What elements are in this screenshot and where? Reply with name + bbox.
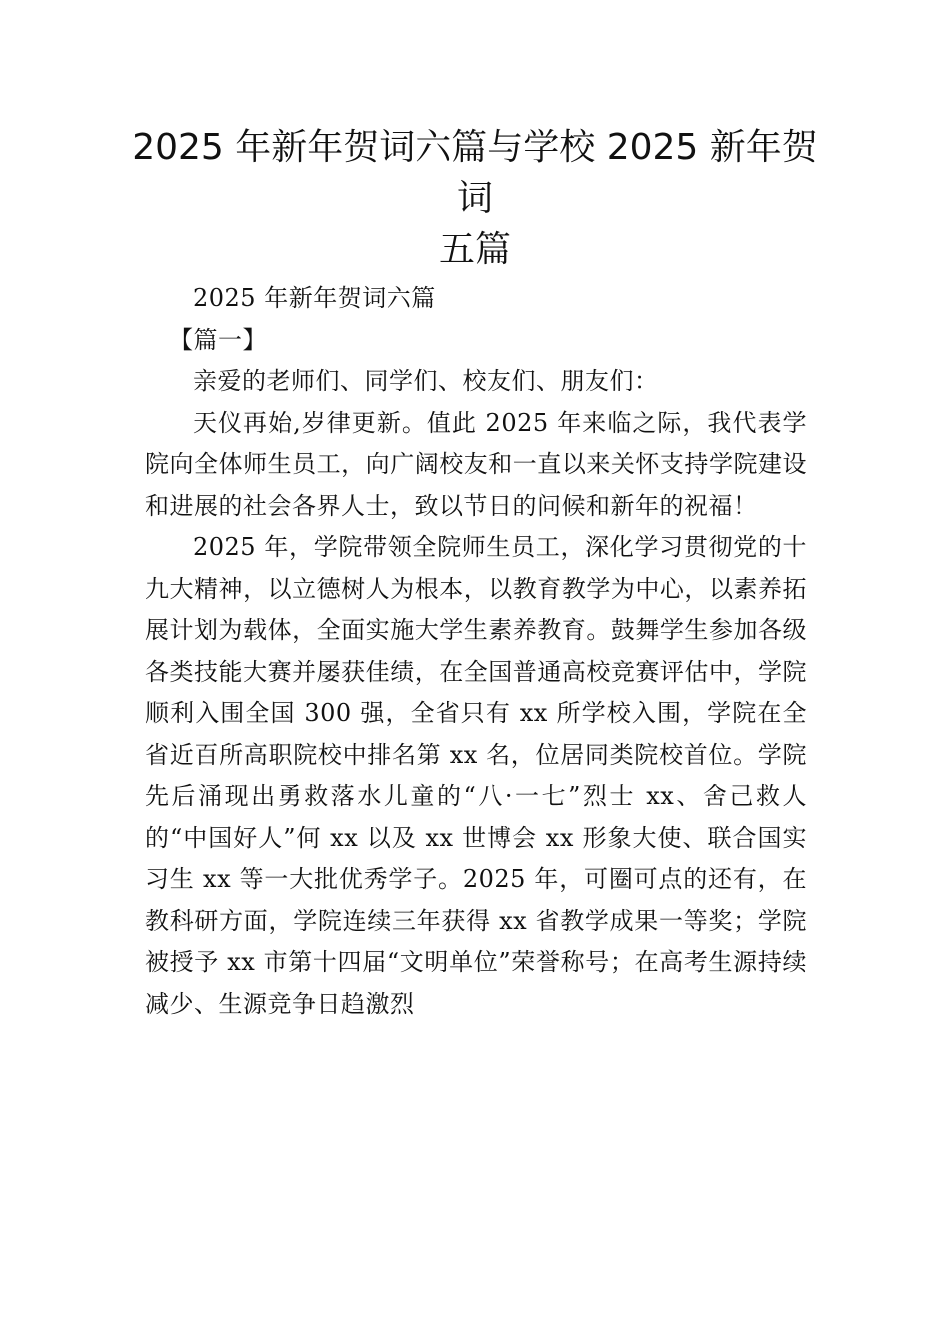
salutation: 亲爱的老师们、同学们、校友们、朋友们： bbox=[193, 367, 659, 395]
title-line-1: 2025 年新年贺词六篇与学校 2025 新年贺词 bbox=[132, 127, 818, 219]
title-line-2: 五篇 bbox=[438, 229, 511, 270]
document-body bbox=[145, 278, 807, 1025]
paragraph: 天仪再始,岁律更新。值此 2025 年来临之际，我代表学院向全体师生员工，向广阔校友和一直以来关怀支持学院建设和进展的社会各界人士，致以节日的问候和新年的祝福！ bbox=[145, 408, 807, 520]
chapter-label: 【篇一】 bbox=[169, 325, 267, 354]
section-heading: 2025 年新年贺词六篇 bbox=[193, 284, 436, 312]
document-title bbox=[120, 122, 830, 275]
paragraph: 2025 年，学院带领全院师生员工，深化学习贯彻党的十九大精神，以立德树人为根本，以教育教学为中心，以素养拓展计划为载体，全面实施大学生素养教育。鼓舞学生参加各级各类技能大赛并屡获佳绩，在全国普通高校竞赛评估中，学院顺利入围全国 300 强，全省只有 xx 所学校入围，学院在全省近百所高职院校中排名第 xx 名，位居同类院校首位。学院先后涌现出勇救落水儿童的“八·一七”烈士 xx、舍己救人的“中国好人”何 xx 以及 xx 世博会 xx 形象大使、联合国实习生 xx 等一大批优秀学子。2025 年，可圈可点的还有，在教科研方面，学院连续三年获得 xx 省教学成果一等奖；学院被授予 xx 市第十四届“文明单位”荣誉称号；在高考生源持续减少、生源竞争日趋激烈 bbox=[145, 533, 807, 1018]
